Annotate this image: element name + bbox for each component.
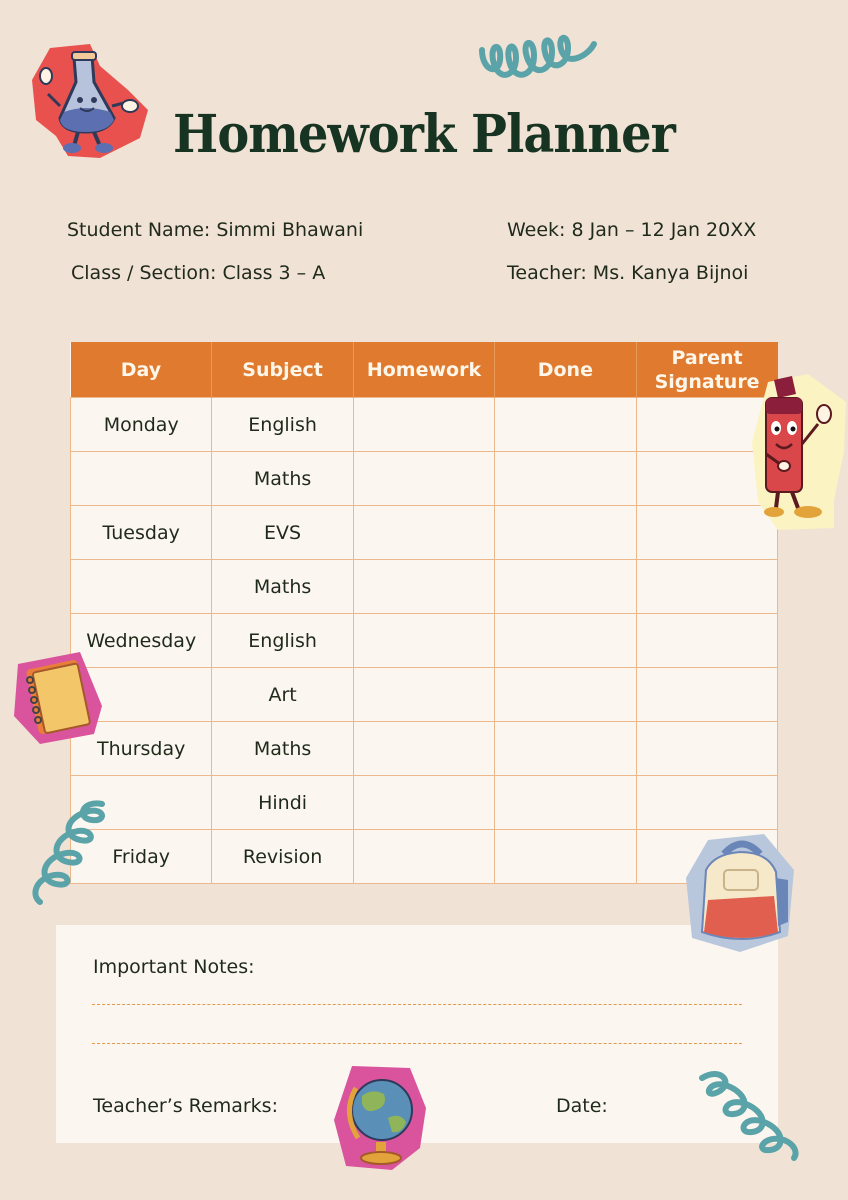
table-row bbox=[71, 668, 778, 722]
notes-line[interactable] bbox=[92, 1004, 742, 1005]
table-row bbox=[71, 722, 778, 776]
teacher-name: Teacher: Ms. Kanya Bijnoi bbox=[507, 262, 749, 284]
notes-line[interactable] bbox=[92, 1043, 742, 1044]
teacher-remarks-label: Teacher’s Remarks: bbox=[93, 1095, 278, 1117]
day-cell: Thursday bbox=[71, 722, 212, 776]
homework-cell[interactable] bbox=[353, 614, 494, 668]
table-row bbox=[71, 776, 778, 830]
day-cell: Wednesday bbox=[71, 614, 212, 668]
header-parent-signature: Parent Signature bbox=[636, 342, 777, 398]
table-header-row bbox=[71, 342, 778, 398]
signature-cell[interactable] bbox=[636, 560, 777, 614]
signature-cell[interactable] bbox=[636, 776, 777, 830]
globe-icon bbox=[332, 1062, 428, 1172]
day-cell: Monday bbox=[71, 398, 212, 452]
table-row bbox=[71, 452, 778, 506]
header-subject: Subject bbox=[212, 342, 353, 398]
squiggle-icon bbox=[694, 1064, 804, 1164]
flask-character-icon bbox=[28, 40, 152, 162]
homework-cell[interactable] bbox=[353, 776, 494, 830]
class-section: Class / Section: Class 3 – A bbox=[71, 262, 326, 284]
header-day: Day bbox=[71, 342, 212, 398]
homework-cell[interactable] bbox=[353, 398, 494, 452]
subject-cell: Revision bbox=[212, 830, 353, 884]
signature-cell[interactable] bbox=[636, 722, 777, 776]
day-cell: Tuesday bbox=[71, 506, 212, 560]
marker-character-icon bbox=[748, 372, 848, 532]
squiggle-icon bbox=[476, 20, 600, 84]
day-cell: Friday bbox=[71, 830, 212, 884]
day-cell bbox=[71, 452, 212, 506]
student-name: Student Name: Simmi Bhawani bbox=[67, 219, 364, 241]
subject-cell: English bbox=[212, 614, 353, 668]
done-cell[interactable] bbox=[495, 614, 636, 668]
table-row bbox=[71, 398, 778, 452]
table-row bbox=[71, 830, 778, 884]
signature-cell[interactable] bbox=[636, 614, 777, 668]
subject-cell: Maths bbox=[212, 560, 353, 614]
homework-cell[interactable] bbox=[353, 722, 494, 776]
backpack-icon bbox=[684, 830, 798, 954]
subject-cell: Maths bbox=[212, 722, 353, 776]
done-cell[interactable] bbox=[495, 398, 636, 452]
subject-cell: Art bbox=[212, 668, 353, 722]
homework-cell[interactable] bbox=[353, 668, 494, 722]
homework-cell[interactable] bbox=[353, 452, 494, 506]
day-cell bbox=[71, 560, 212, 614]
date-label: Date: bbox=[556, 1095, 608, 1117]
squiggle-icon bbox=[26, 796, 112, 908]
done-cell[interactable] bbox=[495, 776, 636, 830]
table-row bbox=[71, 560, 778, 614]
table-row bbox=[71, 506, 778, 560]
week-range: Week: 8 Jan – 12 Jan 20XX bbox=[507, 219, 757, 241]
done-cell[interactable] bbox=[495, 722, 636, 776]
homework-table bbox=[70, 342, 778, 884]
header-homework: Homework bbox=[353, 342, 494, 398]
subject-cell: EVS bbox=[212, 506, 353, 560]
signature-cell[interactable] bbox=[636, 668, 777, 722]
header-done: Done bbox=[495, 342, 636, 398]
done-cell[interactable] bbox=[495, 830, 636, 884]
table-row bbox=[71, 614, 778, 668]
done-cell[interactable] bbox=[495, 452, 636, 506]
done-cell[interactable] bbox=[495, 668, 636, 722]
subject-cell: Hindi bbox=[212, 776, 353, 830]
notebook-icon bbox=[10, 650, 106, 746]
subject-cell: English bbox=[212, 398, 353, 452]
homework-cell[interactable] bbox=[353, 560, 494, 614]
done-cell[interactable] bbox=[495, 506, 636, 560]
subject-cell: Maths bbox=[212, 452, 353, 506]
important-notes-label: Important Notes: bbox=[93, 956, 255, 978]
homework-cell[interactable] bbox=[353, 830, 494, 884]
done-cell[interactable] bbox=[495, 560, 636, 614]
page-title: Homework Planner bbox=[173, 104, 675, 165]
homework-cell[interactable] bbox=[353, 506, 494, 560]
